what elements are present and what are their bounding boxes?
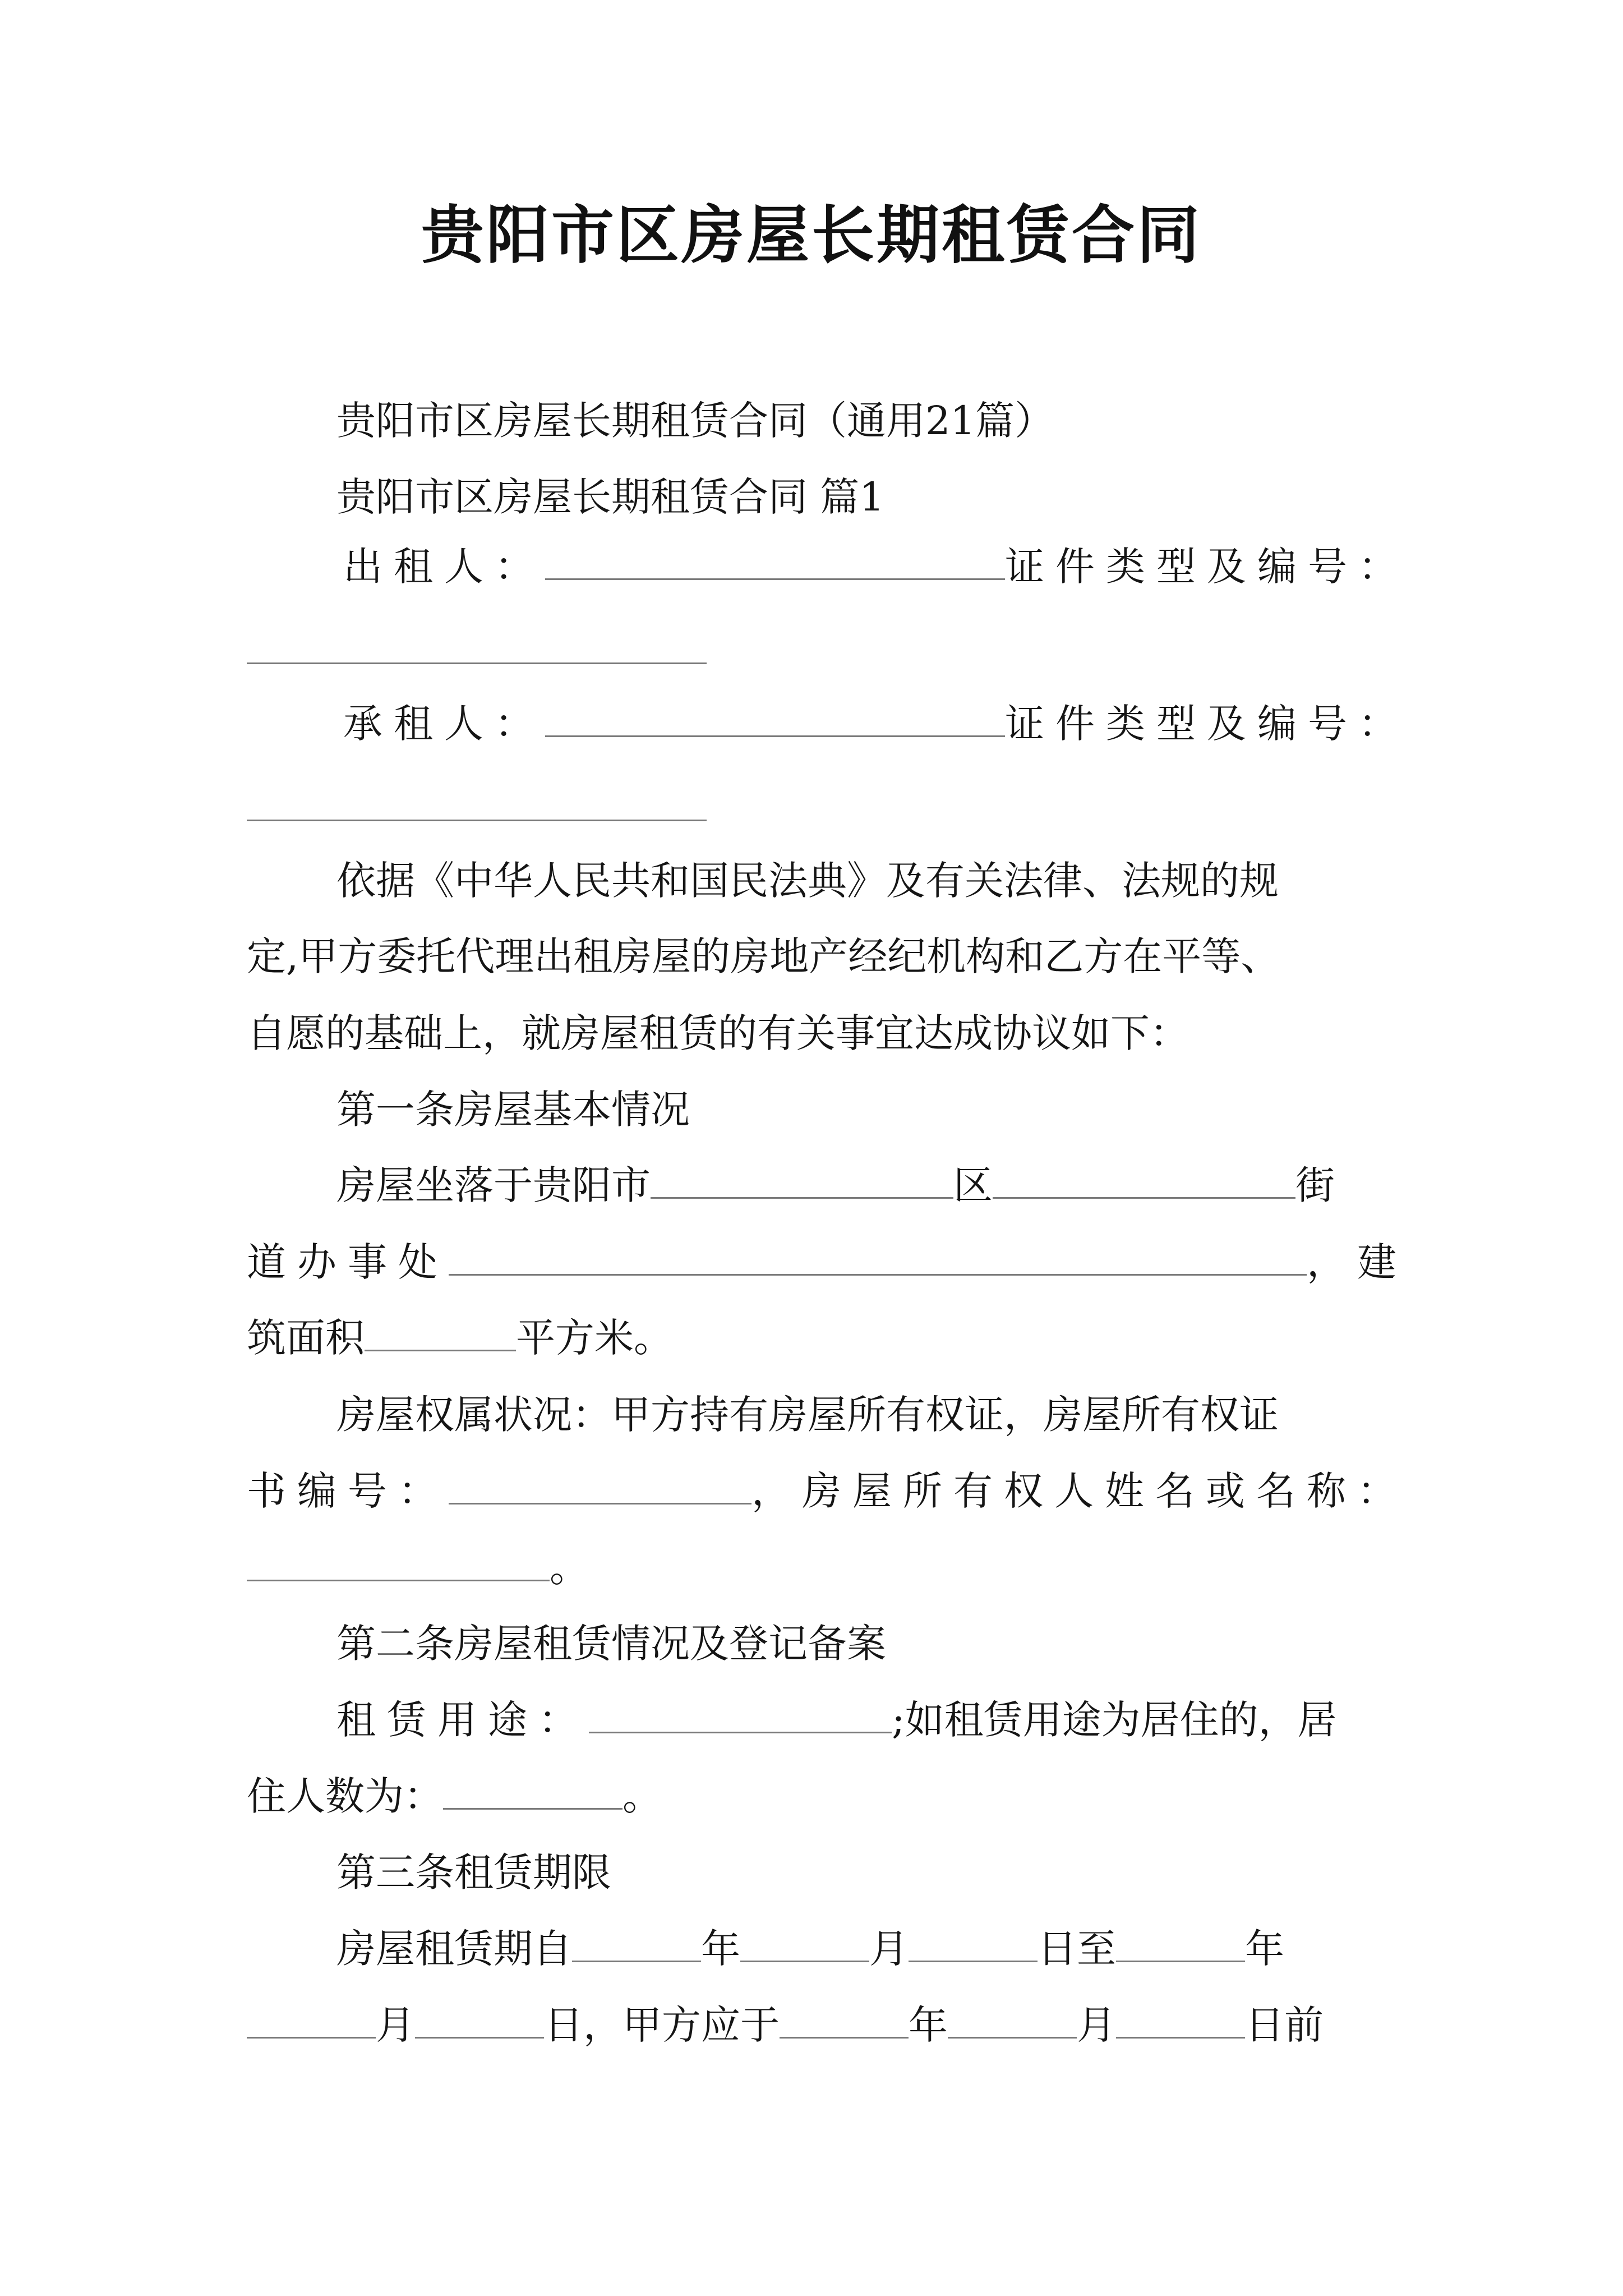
lessor-row — [343, 539, 1409, 595]
deliver-year-blank[interactable] — [780, 2000, 909, 2039]
article-2-title: 第二条房屋租赁情况及登记备案 — [336, 1621, 886, 1667]
lessee-id-blank[interactable] — [247, 783, 707, 821]
start-year-blank[interactable] — [572, 1924, 701, 1962]
lessor-id-row — [247, 623, 707, 679]
use-row-1 — [336, 1692, 1337, 1748]
lessee-id-label: 证件类型及编号： — [1005, 701, 1409, 747]
intro-line-1: 依据《中华人民共和国民法典》及有关法律、法规的规 — [336, 858, 1279, 904]
use-row-2 — [247, 1768, 662, 1824]
year-label: 年 — [701, 1926, 740, 1972]
end-year-blank[interactable] — [1116, 1924, 1245, 1962]
lessor-id-blank[interactable] — [247, 625, 707, 664]
location-row-1 — [336, 1157, 1335, 1213]
build-label: ，建 — [1307, 1239, 1408, 1285]
location-row-2 — [247, 1234, 1408, 1290]
cert-number-label: 书编号： — [247, 1468, 449, 1514]
office-label: 道办事处 — [247, 1239, 449, 1285]
street-label: 街 — [1295, 1162, 1335, 1208]
use-note: ;如租赁用途为居住的，居 — [892, 1697, 1337, 1743]
lessor-id-label: 证件类型及编号： — [1005, 544, 1409, 590]
owner-name-blank[interactable] — [247, 1543, 550, 1581]
area-unit: 平方米。 — [516, 1315, 673, 1361]
before-label: 日前 — [1245, 2002, 1324, 2048]
year-label: 年 — [1245, 1926, 1284, 1972]
month-label: 月 — [1077, 2002, 1116, 2048]
day-to-label: 日至 — [1038, 1926, 1116, 1972]
month-label: 月 — [869, 1926, 909, 1972]
article-1-title: 第一条房屋基本情况 — [336, 1087, 690, 1133]
term-row-2 — [247, 1997, 1324, 2053]
term-row-1 — [336, 1921, 1284, 1977]
ownership-row-2 — [247, 1463, 1408, 1519]
start-month-blank[interactable] — [740, 1924, 869, 1962]
subtitle: 贵阳市区房屋长期租赁合同（通用21篇） — [336, 398, 1054, 444]
lessor-name-blank[interactable] — [545, 541, 1005, 580]
office-blank[interactable] — [449, 1237, 1307, 1276]
lessee-name-blank[interactable] — [545, 698, 1005, 737]
ownership-row-3 — [247, 1540, 589, 1596]
residents-blank[interactable] — [443, 1771, 623, 1810]
year-label: 年 — [909, 2002, 948, 2048]
lessee-id-row — [247, 780, 707, 836]
area-row — [247, 1310, 673, 1366]
day-label: 日，甲方应于 — [544, 2002, 780, 2048]
article-3-title: 第三条租赁期限 — [336, 1849, 611, 1895]
residents-label: 住人数为： — [247, 1773, 443, 1819]
deliver-month-blank[interactable] — [948, 2000, 1077, 2039]
area-label: 筑面积 — [247, 1315, 365, 1361]
lessee-label: 承租人： — [343, 701, 545, 747]
intro-line-3: 自愿的基础上，就房屋租赁的有关事宜达成协议如下： — [247, 1010, 1189, 1056]
use-blank[interactable] — [589, 1695, 892, 1733]
end-month-blank[interactable] — [247, 2000, 376, 2039]
residents-period: 。 — [623, 1773, 662, 1819]
owner-period: 。 — [550, 1545, 589, 1591]
street-blank[interactable] — [993, 1160, 1295, 1199]
district-blank[interactable] — [651, 1160, 953, 1199]
end-day-blank[interactable] — [415, 2000, 544, 2039]
start-day-blank[interactable] — [909, 1924, 1038, 1962]
location-label: 房屋坐落于贵阳市 — [336, 1162, 651, 1208]
lessor-label: 出租人： — [343, 544, 545, 590]
document-title: 贵阳市区房屋长期租赁合同 — [421, 199, 1202, 272]
district-label: 区 — [953, 1162, 993, 1208]
chapter-heading: 贵阳市区房屋长期租赁合同 篇1 — [336, 474, 884, 520]
area-blank[interactable] — [365, 1313, 516, 1351]
use-label: 租赁用途： — [336, 1697, 589, 1743]
month-label: 月 — [376, 2002, 415, 2048]
ownership-line-1: 房屋权属状况：甲方持有房屋所有权证，房屋所有权证 — [336, 1392, 1279, 1438]
lessee-row — [343, 696, 1409, 752]
intro-line-2: 定,甲方委托代理出租房屋的房地产经纪机构和乙方在平等、 — [247, 933, 1280, 979]
cert-number-blank[interactable] — [449, 1466, 751, 1504]
deliver-day-blank[interactable] — [1116, 2000, 1245, 2039]
term-label: 房屋租赁期自 — [336, 1926, 572, 1972]
owner-name-label: ，房屋所有权人姓名或名称： — [751, 1468, 1408, 1514]
